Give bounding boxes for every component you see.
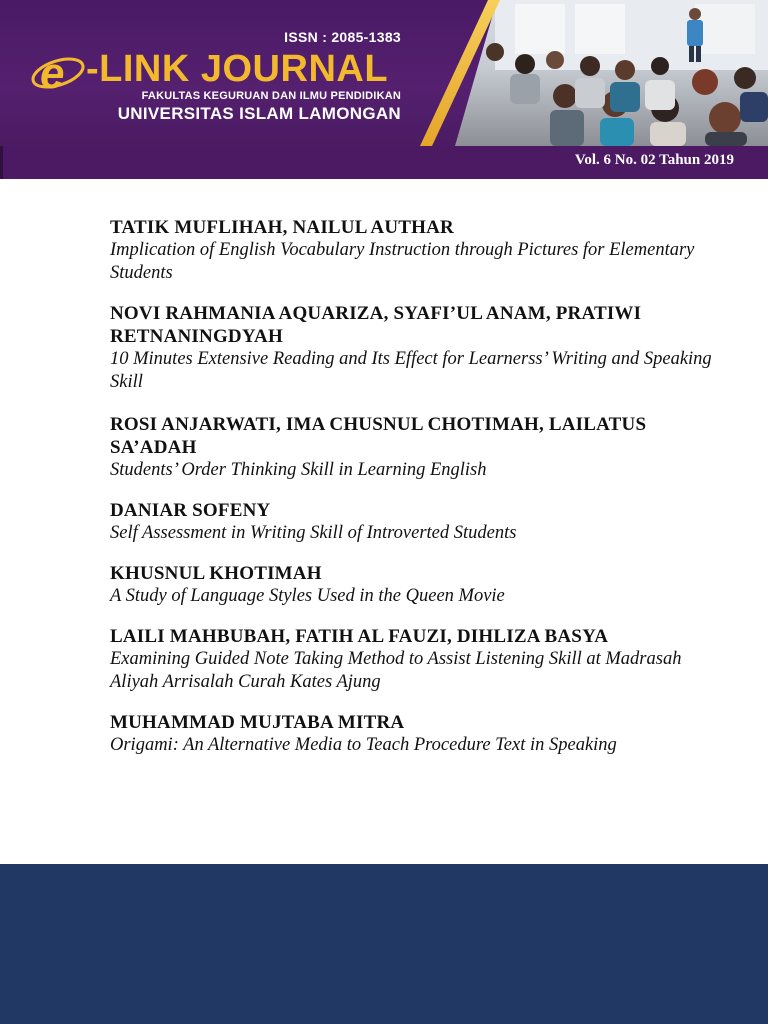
article-title: Examining Guided Note Taking Method to Assist Listening Skill at Madrasah Aliyah Arrisalah Curah Kates Ajung — [110, 649, 682, 692]
volume-bar — [0, 146, 768, 179]
article-list — [110, 216, 730, 774]
article-title: Self Assessment in Writing Skill of Introverted Students — [110, 523, 517, 543]
header-banner — [0, 0, 768, 146]
article-item — [110, 413, 730, 482]
article-title: Students’ Order Thinking Skill in Learning English — [110, 460, 487, 480]
volume-issue: Vol. 6 No. 02 Tahun 2019 — [574, 152, 734, 168]
article-authors: MUHAMMAD MUJTABA MITRA — [110, 712, 405, 733]
article-item — [110, 499, 730, 545]
article-title: 10 Minutes Extensive Reading and Its Effect for Learnerss’ Writing and Speaking Skill — [110, 349, 712, 392]
article-item — [110, 625, 730, 694]
e-logo-icon — [30, 46, 90, 96]
volume-bar-edge — [0, 146, 3, 179]
faculty-name: FAKULTAS KEGURUAN DAN ILMU PENDIDIKAN — [141, 90, 401, 102]
article-title: Implication of English Vocabulary Instruction through Pictures for Elementary Students — [110, 240, 695, 283]
article-title: A Study of Language Styles Used in the Queen Movie — [110, 586, 505, 606]
article-authors: KHUSNUL KHOTIMAH — [110, 563, 322, 584]
svg-text:e: e — [40, 49, 65, 96]
classroom-photo — [455, 0, 768, 146]
article-item — [110, 216, 730, 285]
article-item — [110, 562, 730, 608]
journal-logo — [30, 46, 410, 96]
article-authors: ROSI ANJARWATI, IMA CHUSNUL CHOTIMAH, LAILATUS SA’ADAH — [110, 414, 647, 458]
footer-band — [0, 864, 768, 1024]
article-authors: NOVI RAHMANIA AQUARIZA, SYAFI’UL ANAM, PRATIWI RETNANINGDYAH — [110, 303, 642, 347]
article-title: Origami: An Alternative Media to Teach Procedure Text in Speaking — [110, 735, 617, 755]
article-authors: LAILI MAHBUBAH, FATIH AL FAUZI, DIHLIZA BASYA — [110, 626, 609, 647]
article-item — [110, 711, 730, 757]
article-item — [110, 302, 730, 394]
article-authors: TATIK MUFLIHAH, NAILUL AUTHAR — [110, 217, 454, 238]
journal-title: -LINK JOURNAL — [86, 48, 389, 90]
article-authors: DANIAR SOFENY — [110, 500, 271, 521]
issn-number: ISSN : 2085-1383 — [284, 29, 401, 45]
university-name: UNIVERSITAS ISLAM LAMONGAN — [117, 104, 401, 123]
